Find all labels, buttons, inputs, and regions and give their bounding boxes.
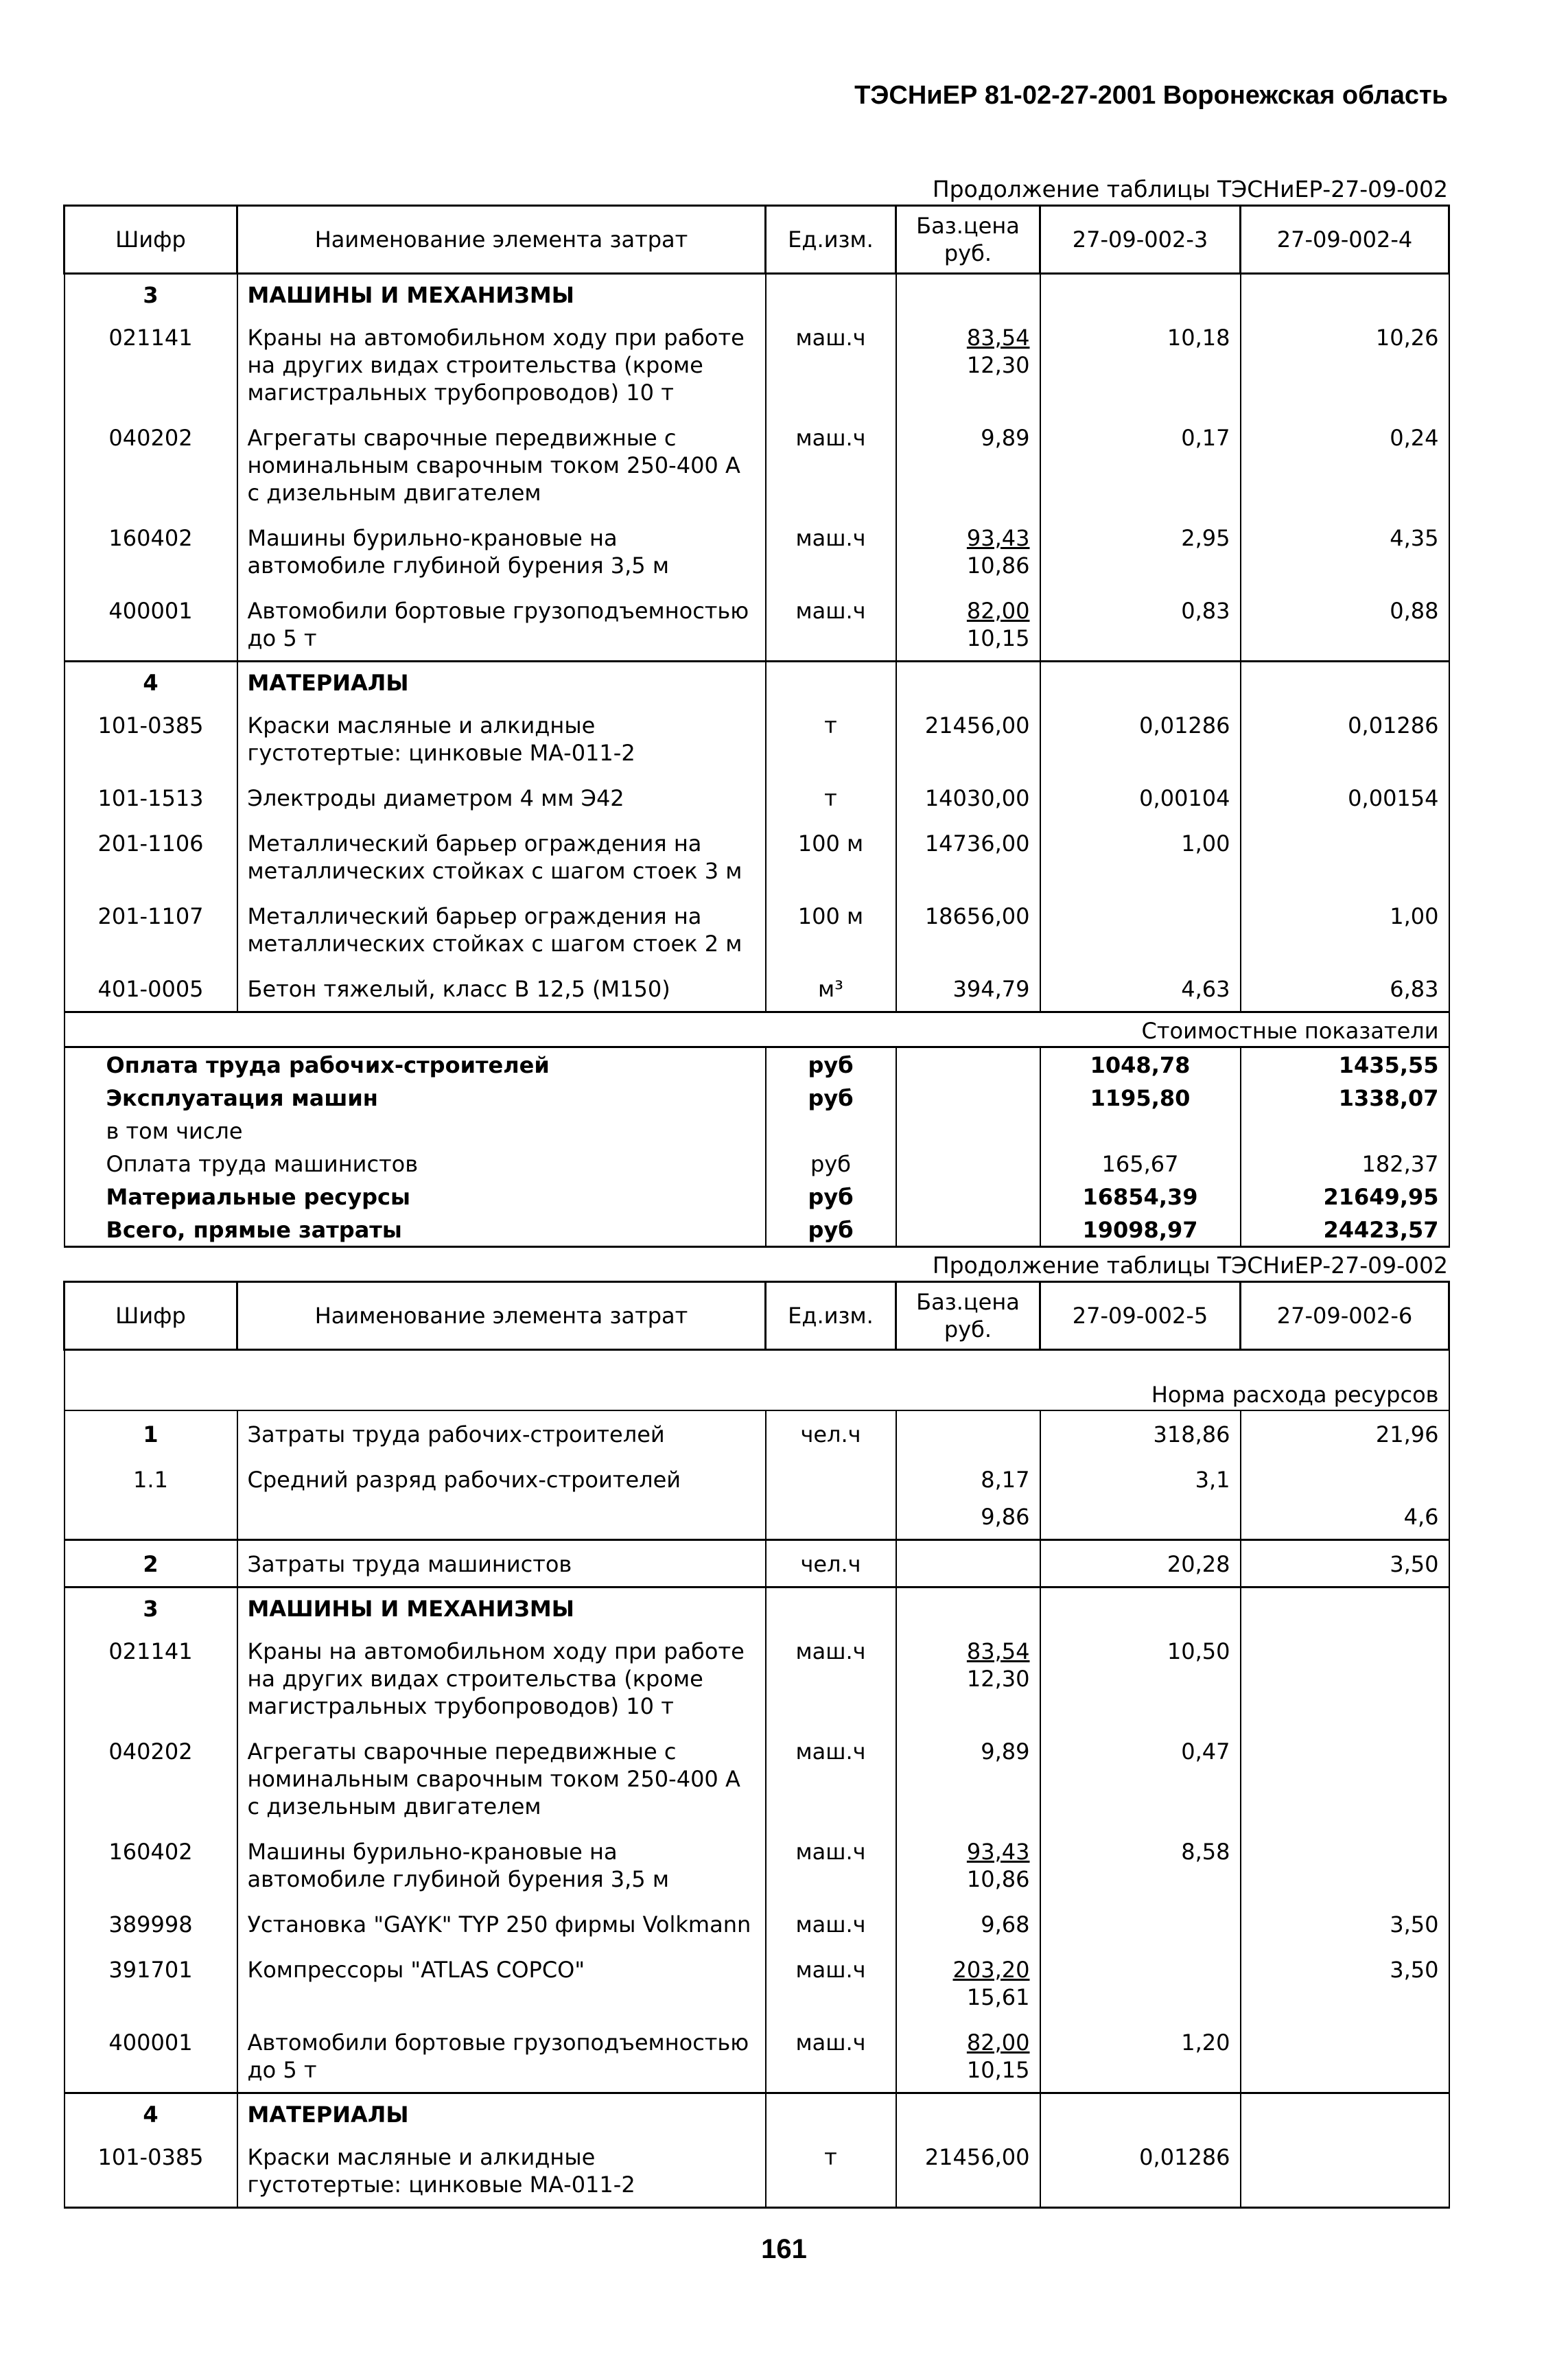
resource-name: Компрессоры "ATLAS COPCO": [237, 1946, 766, 2019]
section-number: 3: [65, 274, 237, 315]
resource-table-2: [63, 1281, 1450, 2209]
value-col-b: [1241, 1728, 1449, 1828]
value-col-b: 3,50: [1241, 1540, 1449, 1587]
base-price: [896, 1410, 1040, 1456]
resource-code: 021141: [65, 1628, 237, 1728]
cost-value-a: [1040, 1114, 1241, 1147]
value-col-b: 21,96: [1241, 1410, 1449, 1456]
resource-unit: маш.ч: [766, 314, 896, 415]
base-price: 82,00 10,15: [896, 588, 1040, 662]
value-col-a: [1040, 1901, 1241, 1946]
resource-name: Краски масляные и алкидные густотертые: цинковые МА-011-2: [237, 2134, 766, 2208]
labor-row: [65, 1456, 1449, 1540]
value-col-b: [1241, 1828, 1449, 1901]
section-title: МАТЕРИАЛЫ: [237, 662, 766, 703]
resource-code: 391701: [65, 1946, 237, 2019]
resource-code: 1: [65, 1410, 237, 1456]
value-col-b: [1241, 2019, 1449, 2093]
table-row: [65, 1946, 1449, 2019]
section-number: 4: [65, 662, 237, 703]
resource-code: 2: [65, 1540, 237, 1587]
table-continuation-caption: Продолжение таблицы ТЭСНиЕР-27-09-002: [932, 176, 1448, 202]
empty-cell: [896, 1180, 1040, 1213]
resource-unit: маш.ч: [766, 1628, 896, 1728]
table-row: [65, 588, 1449, 662]
resource-unit: т: [766, 702, 896, 775]
table-row: [65, 966, 1449, 1012]
cost-row: [65, 1213, 1449, 1247]
table-row: [65, 515, 1449, 588]
value-col-b: 3,50: [1241, 1901, 1449, 1946]
resource-name: Затраты труда машинистов: [237, 1540, 766, 1587]
section-title: МАТЕРИАЛЫ: [237, 2093, 766, 2135]
base-price: 82,00 10,15: [896, 2019, 1040, 2093]
resource-name: Агрегаты сварочные передвижные с номинальным сварочным током 250-400 А с дизельным двигателем: [237, 415, 766, 515]
resource-table-1: [63, 205, 1450, 1248]
value-col-a: [1040, 1946, 1241, 2019]
cost-row: [65, 1047, 1449, 1082]
cost-value-b: 1338,07: [1241, 1081, 1449, 1114]
col-name-header: Наименование элемента затрат: [237, 206, 766, 274]
cost-value-a: 16854,39: [1040, 1180, 1241, 1213]
resource-unit: маш.ч: [766, 1828, 896, 1901]
cost-row: [65, 1180, 1449, 1213]
resource-name: Электроды диаметром 4 мм Э42: [237, 775, 766, 820]
cost-value-b: [1241, 1114, 1449, 1147]
resource-code: 401-0005: [65, 966, 237, 1012]
value-col-a: 10,18: [1040, 314, 1241, 415]
table-row: [65, 2019, 1449, 2093]
norm-header: Норма расхода ресурсов: [65, 1350, 1449, 1411]
empty-cell: [766, 2093, 896, 2135]
base-price: 14736,00: [896, 820, 1040, 893]
table-row: [65, 702, 1449, 775]
resource-name: Металлический барьер ограждения на металлических стойках с шагом стоек 2 м: [237, 893, 766, 966]
col-unit-header: Ед.изм.: [766, 1282, 896, 1350]
value-col-a: 0,01286: [1040, 2134, 1241, 2208]
col-b-header: 27-09-002-6: [1241, 1282, 1449, 1350]
cost-value-b: 182,37: [1241, 1147, 1449, 1180]
value-col-a: 8,58: [1040, 1828, 1241, 1901]
resource-unit: т: [766, 2134, 896, 2208]
table-row: [65, 1628, 1449, 1728]
section-row: [65, 1587, 1449, 1629]
empty-cell: [766, 1587, 896, 1629]
base-price: 21456,00: [896, 2134, 1040, 2208]
cost-value-b: 21649,95: [1241, 1180, 1449, 1213]
value-col-b: 0,88: [1241, 588, 1449, 662]
cost-label: в том числе: [65, 1114, 766, 1147]
col-price-header: Баз.цена руб.: [896, 206, 1040, 274]
section-number: 4: [65, 2093, 237, 2135]
section-number: 3: [65, 1587, 237, 1629]
base-price: 9,68: [896, 1901, 1040, 1946]
section-row: [65, 2093, 1449, 2135]
empty-cell: [1040, 2093, 1241, 2135]
empty-cell: [896, 662, 1040, 703]
table-row: [65, 1728, 1449, 1828]
base-price: 8,17 9,86: [896, 1456, 1040, 1540]
empty-cell: [896, 1114, 1040, 1147]
empty-cell: [1241, 274, 1449, 315]
resource-unit: маш.ч: [766, 1946, 896, 2019]
empty-cell: [766, 662, 896, 703]
page-number: 161: [761, 2234, 807, 2264]
empty-cell: [896, 1081, 1040, 1114]
empty-cell: [1040, 1587, 1241, 1629]
resource-name: Агрегаты сварочные передвижные с номинальным сварочным током 250-400 А с дизельным двигателем: [237, 1728, 766, 1828]
labor-row: [65, 1540, 1449, 1587]
resource-name: Затраты труда рабочих-строителей: [237, 1410, 766, 1456]
empty-cell: [1040, 274, 1241, 315]
empty-cell: [896, 1047, 1040, 1082]
resource-name: Металлический барьер ограждения на металлических стойках с шагом стоек 3 м: [237, 820, 766, 893]
cost-header-row: [65, 1012, 1449, 1047]
cost-label: Всего, прямые затраты: [65, 1213, 766, 1247]
resource-name: Бетон тяжелый, класс В 12,5 (М150): [237, 966, 766, 1012]
col-unit-header: Ед.изм.: [766, 206, 896, 274]
table-row: [65, 775, 1449, 820]
value-col-a: 20,28: [1040, 1540, 1241, 1587]
value-col-a: 1,20: [1040, 2019, 1241, 2093]
resource-code: 101-0385: [65, 702, 237, 775]
table-continuation-caption: Продолжение таблицы ТЭСНиЕР-27-09-002: [932, 1252, 1448, 1279]
base-price: 9,89: [896, 415, 1040, 515]
resource-code: 201-1106: [65, 820, 237, 893]
value-col-b: 4,6: [1241, 1456, 1449, 1540]
resource-unit: маш.ч: [766, 415, 896, 515]
cost-label: Оплата труда машинистов: [65, 1147, 766, 1180]
table-header-row: [65, 1282, 1449, 1350]
value-col-b: 3,50: [1241, 1946, 1449, 2019]
resource-code: 040202: [65, 415, 237, 515]
cost-unit: руб: [766, 1147, 896, 1180]
value-col-a: 4,63: [1040, 966, 1241, 1012]
cost-unit: руб: [766, 1213, 896, 1247]
base-price: 9,89: [896, 1728, 1040, 1828]
resource-unit: маш.ч: [766, 1728, 896, 1828]
col-price-header: Баз.цена руб.: [896, 1282, 1040, 1350]
value-col-a: 1,00: [1040, 820, 1241, 893]
cost-label: Оплата труда рабочих-строителей: [65, 1047, 766, 1082]
resource-code: 400001: [65, 588, 237, 662]
resource-name: Машины бурильно-крановые на автомобиле глубиной бурения 3,5 м: [237, 515, 766, 588]
document-title: ТЭСНиЕР 81-02-27-2001 Воронежская область: [854, 81, 1448, 110]
cost-value-a: 19098,97: [1040, 1213, 1241, 1247]
cost-label: Материальные ресурсы: [65, 1180, 766, 1213]
resource-code: 389998: [65, 1901, 237, 1946]
resource-unit: маш.ч: [766, 1901, 896, 1946]
resource-unit: [766, 1456, 896, 1540]
value-col-b: 0,24: [1241, 415, 1449, 515]
col-name-header: Наименование элемента затрат: [237, 1282, 766, 1350]
table-row: [65, 314, 1449, 415]
table-row: [65, 820, 1449, 893]
base-price: [896, 1540, 1040, 1587]
value-col-b: 0,01286: [1241, 702, 1449, 775]
cost-value-a: 165,67: [1040, 1147, 1241, 1180]
empty-cell: [896, 1213, 1040, 1247]
table-row: [65, 1828, 1449, 1901]
norm-header-row: [65, 1350, 1449, 1411]
resource-name: Машины бурильно-крановые на автомобиле глубиной бурения 3,5 м: [237, 1828, 766, 1901]
col-a-header: 27-09-002-5: [1040, 1282, 1241, 1350]
value-col-b: 0,00154: [1241, 775, 1449, 820]
table-header-row: [65, 206, 1449, 274]
value-col-b: 10,26: [1241, 314, 1449, 415]
table-row: [65, 415, 1449, 515]
base-price: 203,20 15,61: [896, 1946, 1040, 2019]
resource-unit: 100 м: [766, 820, 896, 893]
base-price: 93,43 10,86: [896, 1828, 1040, 1901]
cost-row: [65, 1147, 1449, 1180]
base-price: 394,79: [896, 966, 1040, 1012]
cost-value-a: 1048,78: [1040, 1047, 1241, 1082]
cost-unit: руб: [766, 1047, 896, 1082]
empty-cell: [1241, 1587, 1449, 1629]
cost-value-b: 24423,57: [1241, 1213, 1449, 1247]
value-col-a: 10,50: [1040, 1628, 1241, 1728]
resource-code: 1.1: [65, 1456, 237, 1540]
value-col-a: [1040, 893, 1241, 966]
empty-cell: [896, 1587, 1040, 1629]
value-col-a: 0,17: [1040, 415, 1241, 515]
resource-unit: маш.ч: [766, 588, 896, 662]
value-col-a: 318,86: [1040, 1410, 1241, 1456]
cost-row: [65, 1081, 1449, 1114]
resource-unit: т: [766, 775, 896, 820]
section-row: [65, 274, 1449, 315]
empty-cell: [1040, 662, 1241, 703]
value-col-b: [1241, 2134, 1449, 2208]
resource-unit: чел.ч: [766, 1410, 896, 1456]
base-price: 83,54 12,30: [896, 314, 1040, 415]
cost-row: [65, 1114, 1449, 1147]
resource-unit: маш.ч: [766, 515, 896, 588]
section-title: МАШИНЫ И МЕХАНИЗМЫ: [237, 274, 766, 315]
resource-name: Автомобили бортовые грузоподъемностью до 5 т: [237, 588, 766, 662]
cost-unit: руб: [766, 1180, 896, 1213]
base-price: 18656,00: [896, 893, 1040, 966]
labor-row: [65, 1410, 1449, 1456]
empty-cell: [896, 1147, 1040, 1180]
base-price: 14030,00: [896, 775, 1040, 820]
value-col-b: 6,83: [1241, 966, 1449, 1012]
table-row: [65, 893, 1449, 966]
section-row: [65, 662, 1449, 703]
value-col-a: 0,00104: [1040, 775, 1241, 820]
value-col-a: 0,83: [1040, 588, 1241, 662]
value-col-a: 3,1: [1040, 1456, 1241, 1540]
empty-cell: [766, 274, 896, 315]
value-col-b: 1,00: [1241, 893, 1449, 966]
empty-cell: [896, 2093, 1040, 2135]
resource-name: Краны на автомобильном ходу при работе на других видах строительства (кроме магистральных трубопроводов) 10 т: [237, 1628, 766, 1728]
empty-cell: [1241, 662, 1449, 703]
cost-value-b: 1435,55: [1241, 1047, 1449, 1082]
resource-code: 040202: [65, 1728, 237, 1828]
col-b-header: 27-09-002-4: [1241, 206, 1449, 274]
resource-unit: чел.ч: [766, 1540, 896, 1587]
cost-value-a: 1195,80: [1040, 1081, 1241, 1114]
section-title: МАШИНЫ И МЕХАНИЗМЫ: [237, 1587, 766, 1629]
cost-unit: руб: [766, 1081, 896, 1114]
col-a-header: 27-09-002-3: [1040, 206, 1241, 274]
resource-code: 160402: [65, 1828, 237, 1901]
table-row: [65, 1901, 1449, 1946]
resource-name: Автомобили бортовые грузоподъемностью до 5 т: [237, 2019, 766, 2093]
cost-label: Эксплуатация машин: [65, 1081, 766, 1114]
table-row: [65, 2134, 1449, 2208]
cost-header: Стоимостные показатели: [65, 1012, 1449, 1047]
value-col-a: 0,47: [1040, 1728, 1241, 1828]
resource-name: Установка "GAYK" TYP 250 фирмы Volkmann: [237, 1901, 766, 1946]
value-col-b: [1241, 820, 1449, 893]
value-col-b: 4,35: [1241, 515, 1449, 588]
resource-unit: м³: [766, 966, 896, 1012]
col-code-header: Шифр: [65, 206, 237, 274]
base-price: 93,43 10,86: [896, 515, 1040, 588]
value-col-a: 0,01286: [1040, 702, 1241, 775]
resource-code: 201-1107: [65, 893, 237, 966]
resource-unit: маш.ч: [766, 2019, 896, 2093]
cost-unit: [766, 1114, 896, 1147]
empty-cell: [896, 274, 1040, 315]
base-price: 21456,00: [896, 702, 1040, 775]
resource-code: 400001: [65, 2019, 237, 2093]
col-code-header: Шифр: [65, 1282, 237, 1350]
resource-name: Краски масляные и алкидные густотертые: цинковые МА-011-2: [237, 702, 766, 775]
resource-name: Краны на автомобильном ходу при работе на других видах строительства (кроме магистральных трубопроводов) 10 т: [237, 314, 766, 415]
empty-cell: [1241, 2093, 1449, 2135]
resource-code: 021141: [65, 314, 237, 415]
value-col-b: [1241, 1628, 1449, 1728]
resource-unit: 100 м: [766, 893, 896, 966]
resource-code: 101-0385: [65, 2134, 237, 2208]
resource-name: Средний разряд рабочих-строителей: [237, 1456, 766, 1540]
base-price: 83,54 12,30: [896, 1628, 1040, 1728]
resource-code: 160402: [65, 515, 237, 588]
resource-code: 101-1513: [65, 775, 237, 820]
value-col-a: 2,95: [1040, 515, 1241, 588]
